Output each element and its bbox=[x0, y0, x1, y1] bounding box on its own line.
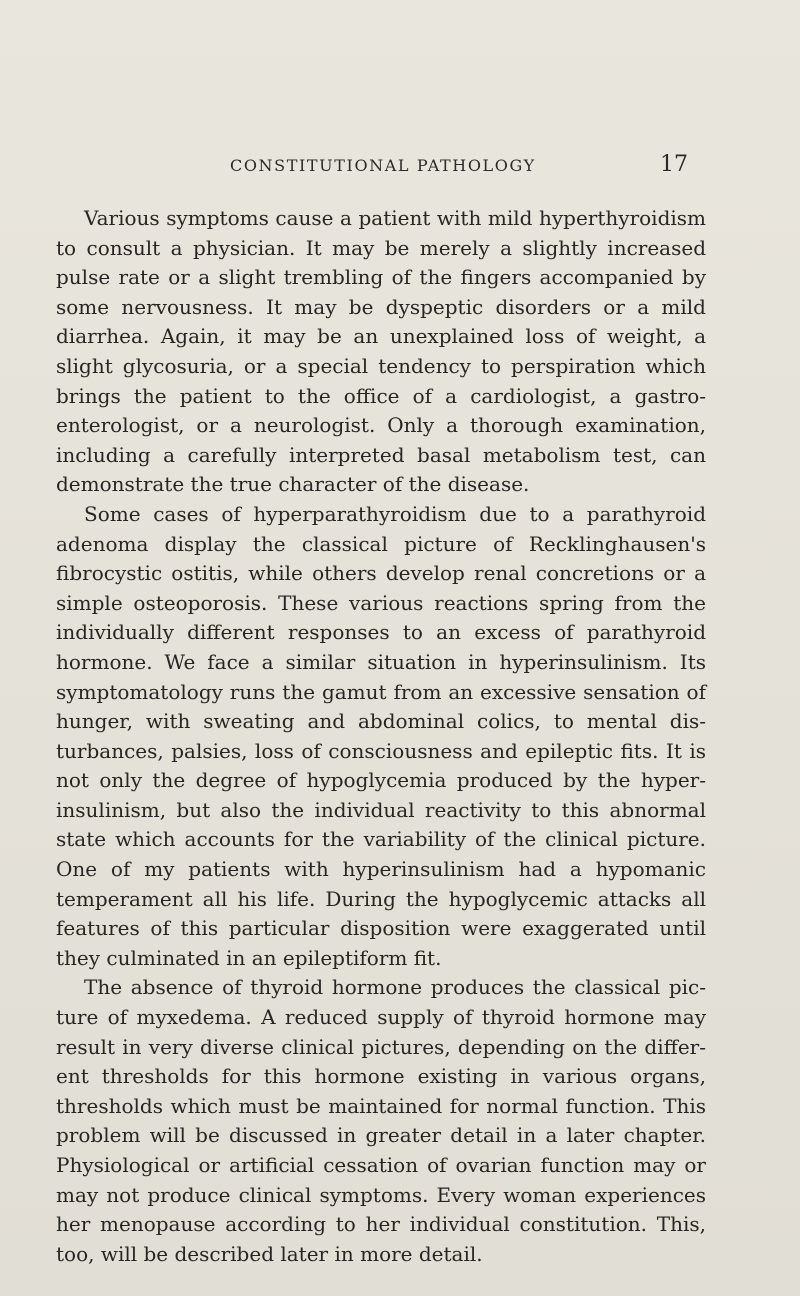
paragraph-thyroid-hormone: The absence of thyroid hormone produces the classical picture of myxedema. A reduced supply of thyroid hormone may result in very diverse clinical pictures, depending on the different thresholds for this hormone existing in various organs, thresholds which must be maintained for normal function. This problem will be discussed in greater detail in a later chapter. Physiological or artificial cessation of ovarian function may or may not produce clinical symptoms. Every woman experiences her menopause according to her individual constitution. This, too, will be described later in more detail. bbox=[56, 975, 706, 1266]
page-header bbox=[60, 152, 688, 184]
running-title: CONSTITUTIONAL PATHOLOGY bbox=[230, 156, 536, 175]
body-text bbox=[56, 204, 706, 1269]
paragraph-hyperparathyroidism: Some cases of hyperparathyroidism due to a parathyroid adenoma display the classical picture of Recklinghausen's fibrocystic ostitis, while others develop renal concretions or a simple osteoporosis. These various reactions spring from the individually different responses to an excess of parathyroid hormone. We face a similar situation in hyperinsulinism. Its symptomatology runs the gamut from an excessive sensation of hunger, with sweating and abdominal colics, to mental disturbances, palsies, loss of consciousness and epileptic fits. It is not only the degree of hypoglycemia produced by the hyperinsulinism, but also the individual reactivity to this abnormal state which accounts for the variability of the clinical picture. One of my patients with hyperinsulinism had a hypomanic temperament all his life. During the hypoglycemic attacks all features of this particular disposition were exaggerated until they culminated in an epileptiform fit. bbox=[56, 501, 706, 970]
page-number: 17 bbox=[660, 152, 688, 177]
paragraph-hyperthyroidism: Various symptoms cause a patient with mild hyperthyroidism to consult a physician. It may be merely a slightly increased pulse rate or a slight trembling of the fingers accompanied by some nervousness. It may be dyspeptic disorders or a mild diarrhea. Again, it may be an unexplained loss of weight, a slight glycosuria, or a special tendency to perspiration which brings the patient to the office of a cardiologist, a gastro-enterologist, or a neurologist. Only a thorough examination, including a carefully interpreted basal metabolism test, can demonstrate the true character of the disease. bbox=[56, 206, 706, 497]
